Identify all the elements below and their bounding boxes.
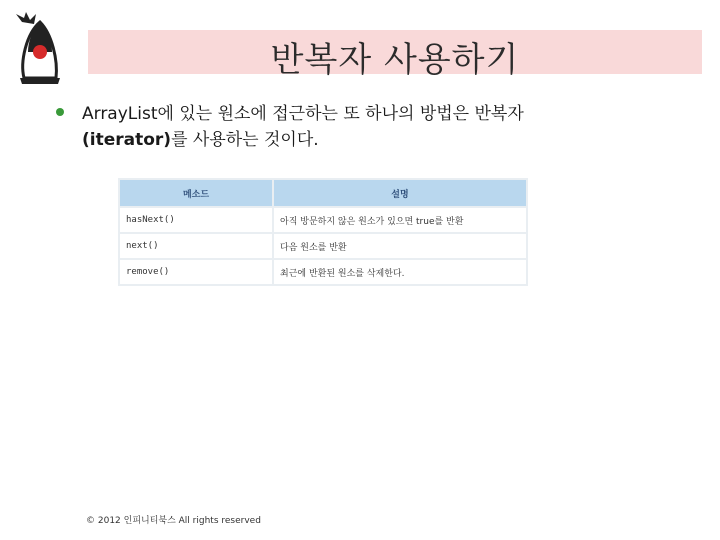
description-cell: 다음 원소를 반환: [274, 234, 526, 258]
header-description: 설명: [274, 180, 526, 206]
table-row: [120, 208, 526, 232]
method-cell: hasNext(): [120, 208, 272, 232]
methods-table: [118, 178, 528, 286]
title-bar: [88, 30, 702, 80]
bullet-text-part1: ArrayList에 있는 원소에 접근하는 또 하나의 방법은 반복자: [82, 104, 524, 124]
bullet-text-bold: (iterator): [82, 130, 172, 150]
method-cell: next(): [120, 234, 272, 258]
description-cell: 최근에 반환된 원소를 삭제한다.: [274, 260, 526, 284]
footer-copyright: © 2012 인피니티북스 All rights reserved: [86, 516, 261, 526]
java-duke-icon: [12, 12, 68, 88]
header-method: 메소드: [120, 180, 272, 206]
bullet-dot: [56, 108, 64, 116]
description-cell: 아직 방문하지 않은 원소가 있으면 true를 반환: [274, 208, 526, 232]
page-title: 반복자 사용하기: [270, 40, 520, 80]
table-header-row: [120, 180, 526, 206]
table-row: [120, 234, 526, 258]
bullet-text-part2: 를 사용하는 것이다.: [171, 130, 319, 150]
method-cell: remove(): [120, 260, 272, 284]
table-row: [120, 260, 526, 284]
bullet-paragraph: [82, 101, 642, 153]
